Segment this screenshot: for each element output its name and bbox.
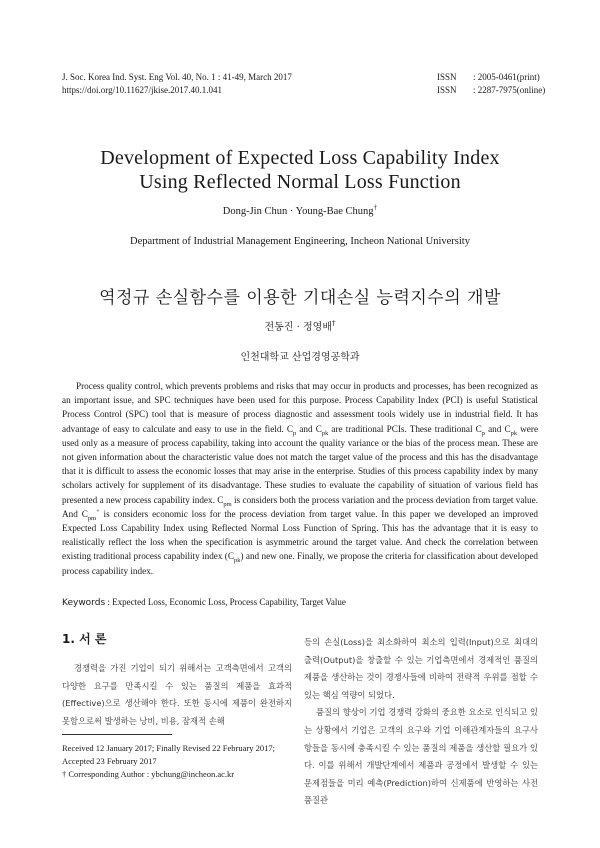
- cp-symbol: $C_p$: [286, 423, 297, 437]
- title-line-1: Development of Expected Loss Capability Index: [100, 147, 500, 169]
- cpk-symbol: $C_{pk}$: [504, 423, 518, 437]
- cpm-symbol: $C_{pm}$: [217, 494, 232, 508]
- issn-label: ISSN: [437, 72, 457, 82]
- keywords-text: Expected Loss, Economic Loss, Process Capability, Target Value: [112, 597, 346, 607]
- affiliation: Department of Industrial Management Engineering, Incheon National University: [130, 236, 470, 247]
- doi-link[interactable]: https://doi.org/10.11627/jkise.2017.40.1.041: [62, 85, 223, 95]
- cp-symbol: $C_p$: [475, 423, 485, 437]
- issn-print: : 2005-0461(print): [473, 72, 540, 82]
- received-date: Received 12 January 2017; Finally Revised 22 February 2017;: [62, 743, 275, 753]
- paragraph: 품질의 향상이 기업 경쟁력 강화의 중요한 요소로 인식되고 있는 상황에서 기업은 고객의 요구와 기업 이해관계자들의 요구사항들을 동시에 충족시킬 수 있는 품질의 제품을 생산할 필요가 있다. 이를 위해서 개발단계에서 제품과 공정에서 발생할 수 있는 문제점들을 미리 예측(Prediction)하여 신제품에 반영하는 사전 품질관: [304, 707, 538, 806]
- title-line-2: Using Reflected Normal Loss Function: [139, 171, 461, 193]
- issn-label: ISSN: [437, 85, 457, 95]
- cpm-plus-symbol: $C_{pm}^+$: [81, 507, 100, 522]
- paragraph: 경쟁력을 가진 기업이 되기 위해서는 고객측면에서 고객의 다양한 요구를 만족시킬 수 있는 품질의 제품을 효과적(Effective)으로 생산해야 한다. 또한 동시에 제품이 완전하지 못함으로써 발생하는 낭비, 비용, 잠재적 손해: [62, 663, 292, 726]
- abstract: Process quality control, which prevents problems and risks that may occur in products and processes, has been recognized as an important issue, and SPC techniques have been used for this purpose. Process Capability Index (PCI) is useful Statistical Process Control (SPC) tool that is measure of process diagnostic and assessment tools widely use in industrial field. It has advantage of easy to calculate and easy to use in the field. $C_p$ and $C_{pk}$ are traditional PCIs. These traditional $C_p$ and $C_{pk}$ were used only as a measure of process capability, taking into account the quality variance or the bias of the process mean. These are not given information about the characteristic value does not match the target value of the process and this has the disadvantage that it is difficult to assess the economic losses that may arise in the enterprise. Studies of this process capability index by many scholars actively for supplement of its disadvantage. These studies to evaluate the capability of situation of various field has presented a new process capability index. $C_{pm}$ is considers both the process variation and the process deviation from target value. And $C_{pm}^+$ is considers economic loss for the process deviation from target value. In this paper we developed an improved Expected Loss Capability Index using Reflected Normal Loss Function of Spring. This has the advantage that it is easy to realistically reflect the loss when the specification is asymmetric around the target value. And check the correlation between existing traditional process capability index $(C_{pk})$ and new one. Finally, we propose the criteria for classification about developed process capability index.: [62, 381, 539, 576]
- paragraph: 등의 손실(Loss)을 최소화하여 최소의 입력(Input)으로 최대의 출력(Output)을 창출할 수 있는 기업측면에서 경제적인 품질의 제품을 생산하는 것이 경쟁사들에 비하여 전략적 우위를 점할 수 있는 핵심 역량이 되었다.: [304, 637, 538, 700]
- keywords-label: Keywords: [62, 598, 106, 608]
- keywords: Keywords : Expected Loss, Economic Loss, Process Capability, Target Value: [62, 597, 346, 608]
- paper-title: [0, 146, 600, 194]
- issn-online: : 2287-7975(online): [473, 85, 546, 95]
- corresponding-author: † Corresponding Author : ybchung@incheon.ac.kr: [62, 769, 235, 779]
- issn-block: [437, 71, 545, 97]
- accepted-date: Accepted 23 February 2017: [62, 756, 157, 766]
- author-names: Dong-Jin Chun · Young-Bae Chung: [222, 206, 374, 217]
- corresponding-mark: †: [373, 202, 378, 212]
- body-column-left: [62, 660, 292, 730]
- korean-author-names: 전동진 · 정영배: [264, 322, 332, 333]
- dagger-mark: †: [62, 769, 67, 779]
- section-heading: 1. 서 론: [62, 632, 107, 646]
- footnote-divider: [62, 734, 172, 735]
- korean-title: 역정규 손실함수를 이용한 기대손실 능력지수의 개발: [99, 288, 501, 308]
- cpk-symbol: $C_{pk}$: [315, 423, 329, 437]
- journal-citation: J. Soc. Korea Ind. Syst. Eng Vol. 40, No. 1 : 41-49, March 2017: [62, 72, 292, 82]
- korean-affiliation: 인천대학교 산업경영공학과: [240, 352, 360, 363]
- korean-author-list: [0, 318, 600, 333]
- korean-corresponding-mark: †: [332, 319, 336, 328]
- journal-header: [62, 71, 292, 97]
- author-list: [0, 202, 600, 217]
- cpk-symbol: $C_{pk}$: [227, 551, 241, 565]
- body-column-right: [304, 634, 538, 810]
- footnote: [62, 742, 292, 781]
